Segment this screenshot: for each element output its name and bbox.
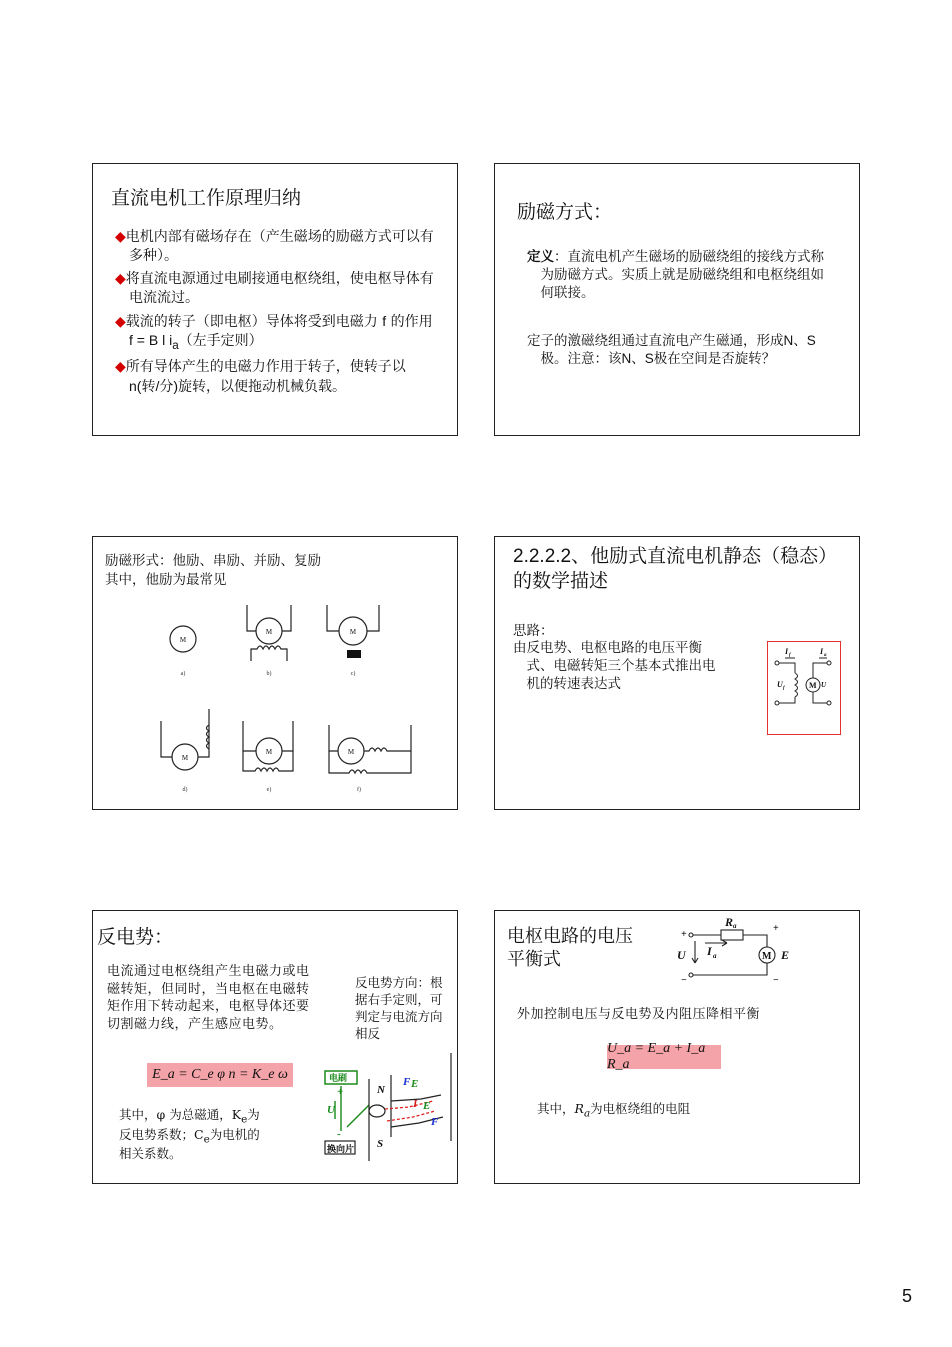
slide-title: 2.2.2.2、他励式直流电机静态（稳态）的数学描述 xyxy=(513,546,838,592)
svg-text:-: - xyxy=(337,1128,341,1140)
svg-text:I: I xyxy=(707,944,712,958)
svg-text:+: + xyxy=(681,929,687,940)
separately-excited-circuit xyxy=(767,641,841,735)
types-line: 励磁形式：他励、串励、并励、复励 xyxy=(105,553,321,569)
svg-text:I: I xyxy=(785,647,789,656)
slide-title: 反电势： xyxy=(97,926,174,948)
svg-text:电刷: 电刷 xyxy=(329,1073,348,1083)
voltage-equation: U_a = E_a + I_a R_a xyxy=(607,1045,721,1069)
svg-text:M: M xyxy=(809,681,817,690)
svg-text:U: U xyxy=(677,948,686,962)
slide-title: 励磁方式： xyxy=(517,201,613,223)
svg-text:U: U xyxy=(821,681,827,689)
slide-title: 电枢电路的电压 平衡式 xyxy=(507,926,633,971)
svg-text:换向片: 换向片 xyxy=(327,1144,355,1154)
bullet-list xyxy=(115,228,435,401)
svg-text:a: a xyxy=(713,952,717,960)
slide-back-emf xyxy=(92,910,458,1184)
bullet-item: ◆所有导体产生的电磁力作用于转子，使转子以n(转/分)旋转，以便拖动机械负载。 xyxy=(115,359,406,395)
motor-label: M xyxy=(265,748,273,756)
motor-label: M xyxy=(349,628,357,636)
resistance-note: 其中，$R_a$为电枢绕组的电阻 xyxy=(537,1101,691,1120)
diagram-caption: a) xyxy=(180,671,186,677)
diamond-bullet-icon: ◆ xyxy=(115,270,126,287)
diagram-caption: e) xyxy=(266,787,272,793)
svg-text:f: f xyxy=(789,653,791,658)
motor-label: M xyxy=(347,748,355,756)
series-coil-icon xyxy=(251,646,287,661)
svg-text:N: N xyxy=(377,1084,385,1096)
svg-text:S: S xyxy=(377,1138,384,1150)
svg-text:+: + xyxy=(337,1086,344,1098)
svg-text:U: U xyxy=(777,680,783,689)
svg-text:f: f xyxy=(783,686,785,691)
resistor-icon xyxy=(721,930,743,940)
motor-label: M xyxy=(265,628,273,636)
stator-text: 定子的激磁绕组通过直流电产生磁通，形成N、S极。注意：该N、S极在空间是否旋转？ xyxy=(527,333,816,368)
armature-circuit xyxy=(675,913,795,983)
diamond-bullet-icon: ◆ xyxy=(115,359,126,375)
svg-text:−: − xyxy=(773,975,779,983)
svg-text:a: a xyxy=(733,922,737,930)
svg-text:F: F xyxy=(403,1076,411,1088)
field-coil-icon xyxy=(795,673,798,697)
slide-static-math xyxy=(494,536,860,810)
slide-excitation-types xyxy=(92,536,458,810)
balance-text: 外加控制电压与反电势及内阻压降相平衡 xyxy=(517,1007,761,1022)
idea-text: 由反电势、电枢电路的电压平衡式、电磁转矩三个基本式推出电机的转速表达式 xyxy=(513,640,716,693)
bullet-item: ◆将直流电源通过电刷接通电枢绕组，使电枢导体有电流流过。 xyxy=(115,270,434,306)
svg-text:U: U xyxy=(327,1104,335,1116)
bullet-item: ◆载流的转子（即电枢）导体将受到电磁力 f 的作用 f = B l $i_a$（左手定则） xyxy=(115,312,433,353)
definition-text: 定义：直流电机产生磁场的励磁绕组的接线方式称为励磁方式。实质上就是励磁绕组和电枢绕组如何联接。 xyxy=(527,249,824,302)
back-emf-equation: E_a = C_e φ n = K_e ω xyxy=(147,1063,293,1087)
diamond-bullet-icon: ◆ xyxy=(115,229,126,245)
svg-text:M: M xyxy=(762,951,772,962)
svg-text:I: I xyxy=(820,647,824,656)
brush-block-icon xyxy=(347,650,361,658)
slide-excitation-mode xyxy=(494,163,860,436)
diagram-caption: c) xyxy=(350,671,356,677)
back-emf-figure xyxy=(321,1041,457,1161)
svg-text:E: E xyxy=(423,1100,431,1112)
motor-label: M xyxy=(179,636,187,644)
diamond-bullet-icon: ◆ xyxy=(115,313,126,330)
diagram-caption: f) xyxy=(357,787,361,793)
slide-title: 直流电机工作原理归纳 xyxy=(111,187,302,209)
back-emf-text: 电流通过电枢绕组产生电磁力或电磁转矩，但同时，当电枢在电磁转矩作用下转动起来，电枢导体还要切割磁力线，产生感应电势。 xyxy=(107,964,310,1032)
common-line: 其中，他励为最常见 xyxy=(105,572,227,588)
svg-text:E: E xyxy=(411,1078,419,1090)
idea-label: 思路： xyxy=(513,623,554,639)
direction-note: 反电势方向：根据右手定则，可判定与电流方向相反 xyxy=(355,975,443,1041)
page-number: 5 xyxy=(901,1286,912,1306)
force-formula: f = B l $i_a$ xyxy=(129,332,179,353)
svg-text:E: E xyxy=(781,948,790,962)
svg-text:R: R xyxy=(725,915,734,929)
diagram-caption: b) xyxy=(266,671,272,677)
svg-text:−: − xyxy=(681,975,687,983)
bullet-item: ◆电机内部有磁场存在（产生磁场的励磁方式可以有多种）。 xyxy=(115,229,434,264)
svg-text:I: I xyxy=(413,1098,418,1110)
slide-dc-motor-principle xyxy=(92,163,458,436)
svg-text:a: a xyxy=(824,653,827,658)
svg-text:F: F xyxy=(431,1116,439,1128)
diagram-caption: d) xyxy=(182,787,188,793)
excitation-diagrams xyxy=(123,599,435,799)
back-emf-note: 其中，φ 为总磁通，$K_e$为 反电势系数；$C_e$为电机的 相关系数。 xyxy=(119,1107,260,1162)
svg-text:+: + xyxy=(773,923,779,934)
slide-voltage-balance xyxy=(494,910,860,1184)
motor-label: M xyxy=(181,754,189,762)
